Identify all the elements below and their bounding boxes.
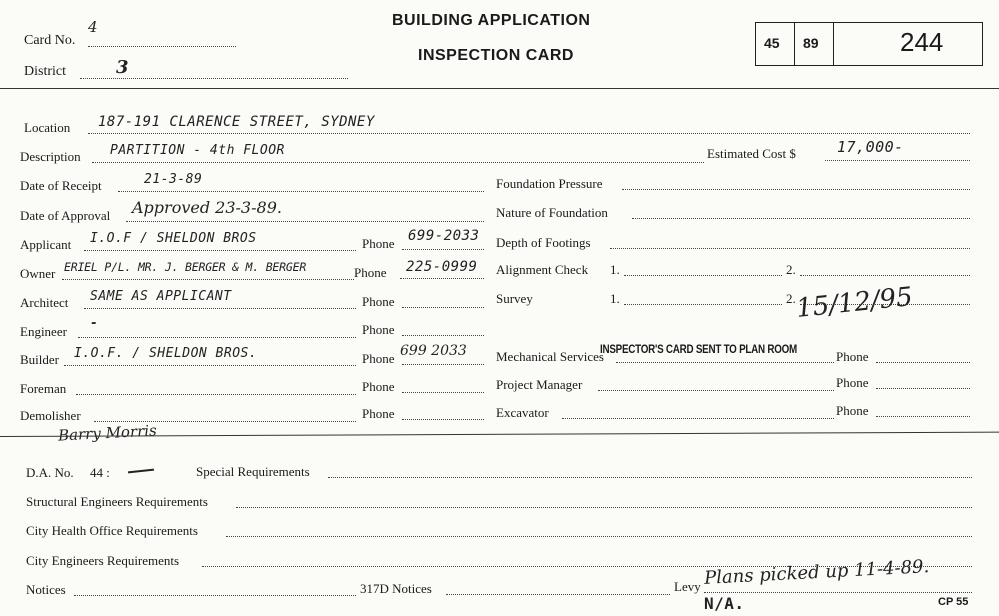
owner-line	[62, 279, 354, 280]
applicant-label: Applicant	[20, 237, 72, 252]
da-no-dash	[128, 469, 154, 474]
notices-label: Notices	[26, 582, 66, 597]
engineer-line	[78, 337, 356, 338]
foreman-phone-label: Phone	[362, 379, 395, 394]
plan-room-stamp: INSPECTOR'S CARD SENT TO PLAN ROOM	[600, 342, 797, 356]
demolisher-phone-line	[402, 419, 484, 420]
date-of-approval-value: Approved 23-3-89.	[132, 198, 282, 217]
signature: Barry Morris	[57, 421, 158, 445]
card-no-label: Card No.	[24, 33, 76, 48]
date-of-approval-line	[126, 221, 484, 222]
depth-of-footings-line	[610, 248, 970, 249]
builder-label: Builder	[20, 352, 59, 367]
health-label: City Health Office Requirements	[26, 523, 198, 538]
da-no-label: D.A. No.	[26, 465, 74, 480]
alignment-check-line2	[800, 275, 970, 276]
levy-label: Levy	[674, 579, 701, 594]
applicant-value: I.O.F / SHELDON BROS	[90, 231, 257, 246]
location-value: 187-191 CLARENCE STREET, SYDNEY	[98, 114, 375, 130]
top-rule	[0, 88, 999, 89]
ref-box-1: 45	[764, 35, 780, 51]
excavator-phone-label: Phone	[836, 403, 869, 418]
date-of-receipt-value: 21-3-89	[144, 172, 203, 187]
levy-value: Plans picked up 11-4-89.	[703, 556, 930, 589]
architect-label: Architect	[20, 295, 69, 310]
engineer-phone-line	[402, 335, 484, 336]
excavator-label: Excavator	[496, 405, 549, 420]
mechanical-services-label: Mechanical Services	[496, 349, 604, 364]
alignment-check-n2: 2.	[786, 262, 796, 277]
survey-label: Survey	[496, 291, 533, 306]
mechanical-phone-line	[876, 362, 970, 363]
foundation-pressure-line	[622, 189, 970, 190]
builder-phone-line	[402, 364, 484, 365]
engineer-phone-label: Phone	[362, 322, 395, 337]
demolisher-phone-label: Phone	[362, 406, 395, 421]
location-label: Location	[24, 120, 71, 135]
foreman-label: Foreman	[20, 381, 67, 396]
owner-phone-line	[400, 278, 484, 279]
project-manager-phone-line	[876, 388, 970, 389]
structural-line	[236, 507, 972, 508]
mechanical-services-line	[616, 362, 834, 363]
date-of-approval-label: Date of Approval	[20, 208, 111, 223]
owner-phone-label: Phone	[354, 265, 387, 280]
applicant-phone-value: 699-2033	[408, 228, 480, 244]
date-of-receipt-label: Date of Receipt	[20, 178, 102, 193]
survey-n1: 1.	[610, 291, 620, 306]
ref-box-3: 244	[900, 27, 944, 57]
survey-line1	[624, 304, 782, 305]
builder-phone-value: 699 2033	[400, 343, 467, 359]
health-line	[226, 536, 972, 537]
architect-phone-label: Phone	[362, 294, 395, 309]
da-no-value: 44 :	[90, 465, 110, 480]
project-manager-label: Project Manager	[496, 377, 583, 392]
excavator-phone-line	[876, 416, 970, 417]
date-of-receipt-line	[118, 191, 484, 192]
alignment-check-n1: 1.	[610, 262, 620, 277]
special-requirements-label: Special Requirements	[196, 464, 310, 479]
card-no-line	[88, 46, 236, 47]
estimated-cost-value: 17,000-	[837, 138, 904, 156]
owner-label: Owner	[20, 266, 56, 281]
card-no-value: 4	[88, 18, 98, 36]
nature-of-foundation-label: Nature of Foundation	[496, 205, 608, 220]
estimated-cost-line	[825, 160, 970, 161]
notices-317d-line	[446, 594, 670, 595]
form-code: CP 55	[938, 596, 969, 608]
notices-317d-label: 317D Notices	[360, 581, 432, 596]
applicant-line	[84, 250, 356, 251]
title-line2: INSPECTION CARD	[418, 47, 574, 64]
special-requirements-line	[328, 477, 972, 478]
project-manager-phone-label: Phone	[836, 375, 869, 390]
description-line	[92, 162, 704, 163]
architect-value: SAME AS APPLICANT	[90, 289, 232, 304]
architect-phone-line	[402, 307, 484, 308]
description-value: PARTITION - 4th FLOOR	[110, 143, 285, 158]
na-value: N/A.	[704, 594, 745, 613]
foreman-line	[76, 394, 356, 395]
excavator-line	[562, 418, 834, 419]
survey-n2: 2.	[786, 291, 796, 306]
owner-phone-value: 225-0999	[406, 259, 478, 275]
foreman-phone-line	[402, 392, 484, 393]
nature-of-foundation-line	[632, 218, 970, 219]
engineers-label: City Engineers Requirements	[26, 553, 180, 568]
reference-box	[755, 22, 983, 66]
demolisher-label: Demolisher	[20, 408, 81, 423]
project-manager-line	[598, 390, 834, 391]
applicant-phone-line	[402, 249, 484, 250]
notices-line	[74, 595, 356, 596]
district-label: District	[24, 64, 66, 79]
structural-label: Structural Engineers Requirements	[26, 494, 208, 509]
levy-line	[704, 592, 972, 593]
owner-value: ERIEL P/L. MR. J. BERGER & M. BERGER	[64, 260, 307, 274]
description-label: Description	[20, 149, 81, 164]
district-line	[80, 78, 348, 79]
foundation-pressure-label: Foundation Pressure	[496, 176, 603, 191]
ref-box-2: 89	[803, 35, 819, 51]
builder-phone-label: Phone	[362, 351, 395, 366]
mechanical-phone-label: Phone	[836, 349, 869, 364]
builder-value: I.O.F. / SHELDON BROS.	[74, 346, 258, 361]
engineer-value: -	[90, 316, 99, 331]
alignment-check-label: Alignment Check	[496, 262, 589, 277]
architect-line	[84, 308, 356, 309]
title-line1: BUILDING APPLICATION	[392, 12, 591, 29]
survey-date: 15/12/95	[794, 281, 915, 325]
depth-of-footings-label: Depth of Footings	[496, 235, 591, 250]
applicant-phone-label: Phone	[362, 236, 395, 251]
builder-line	[64, 365, 356, 366]
district-value: 3	[116, 57, 129, 78]
location-line	[88, 133, 970, 134]
estimated-cost-label: Estimated Cost $	[707, 146, 796, 161]
engineer-label: Engineer	[20, 324, 67, 339]
alignment-check-line1	[624, 275, 782, 276]
